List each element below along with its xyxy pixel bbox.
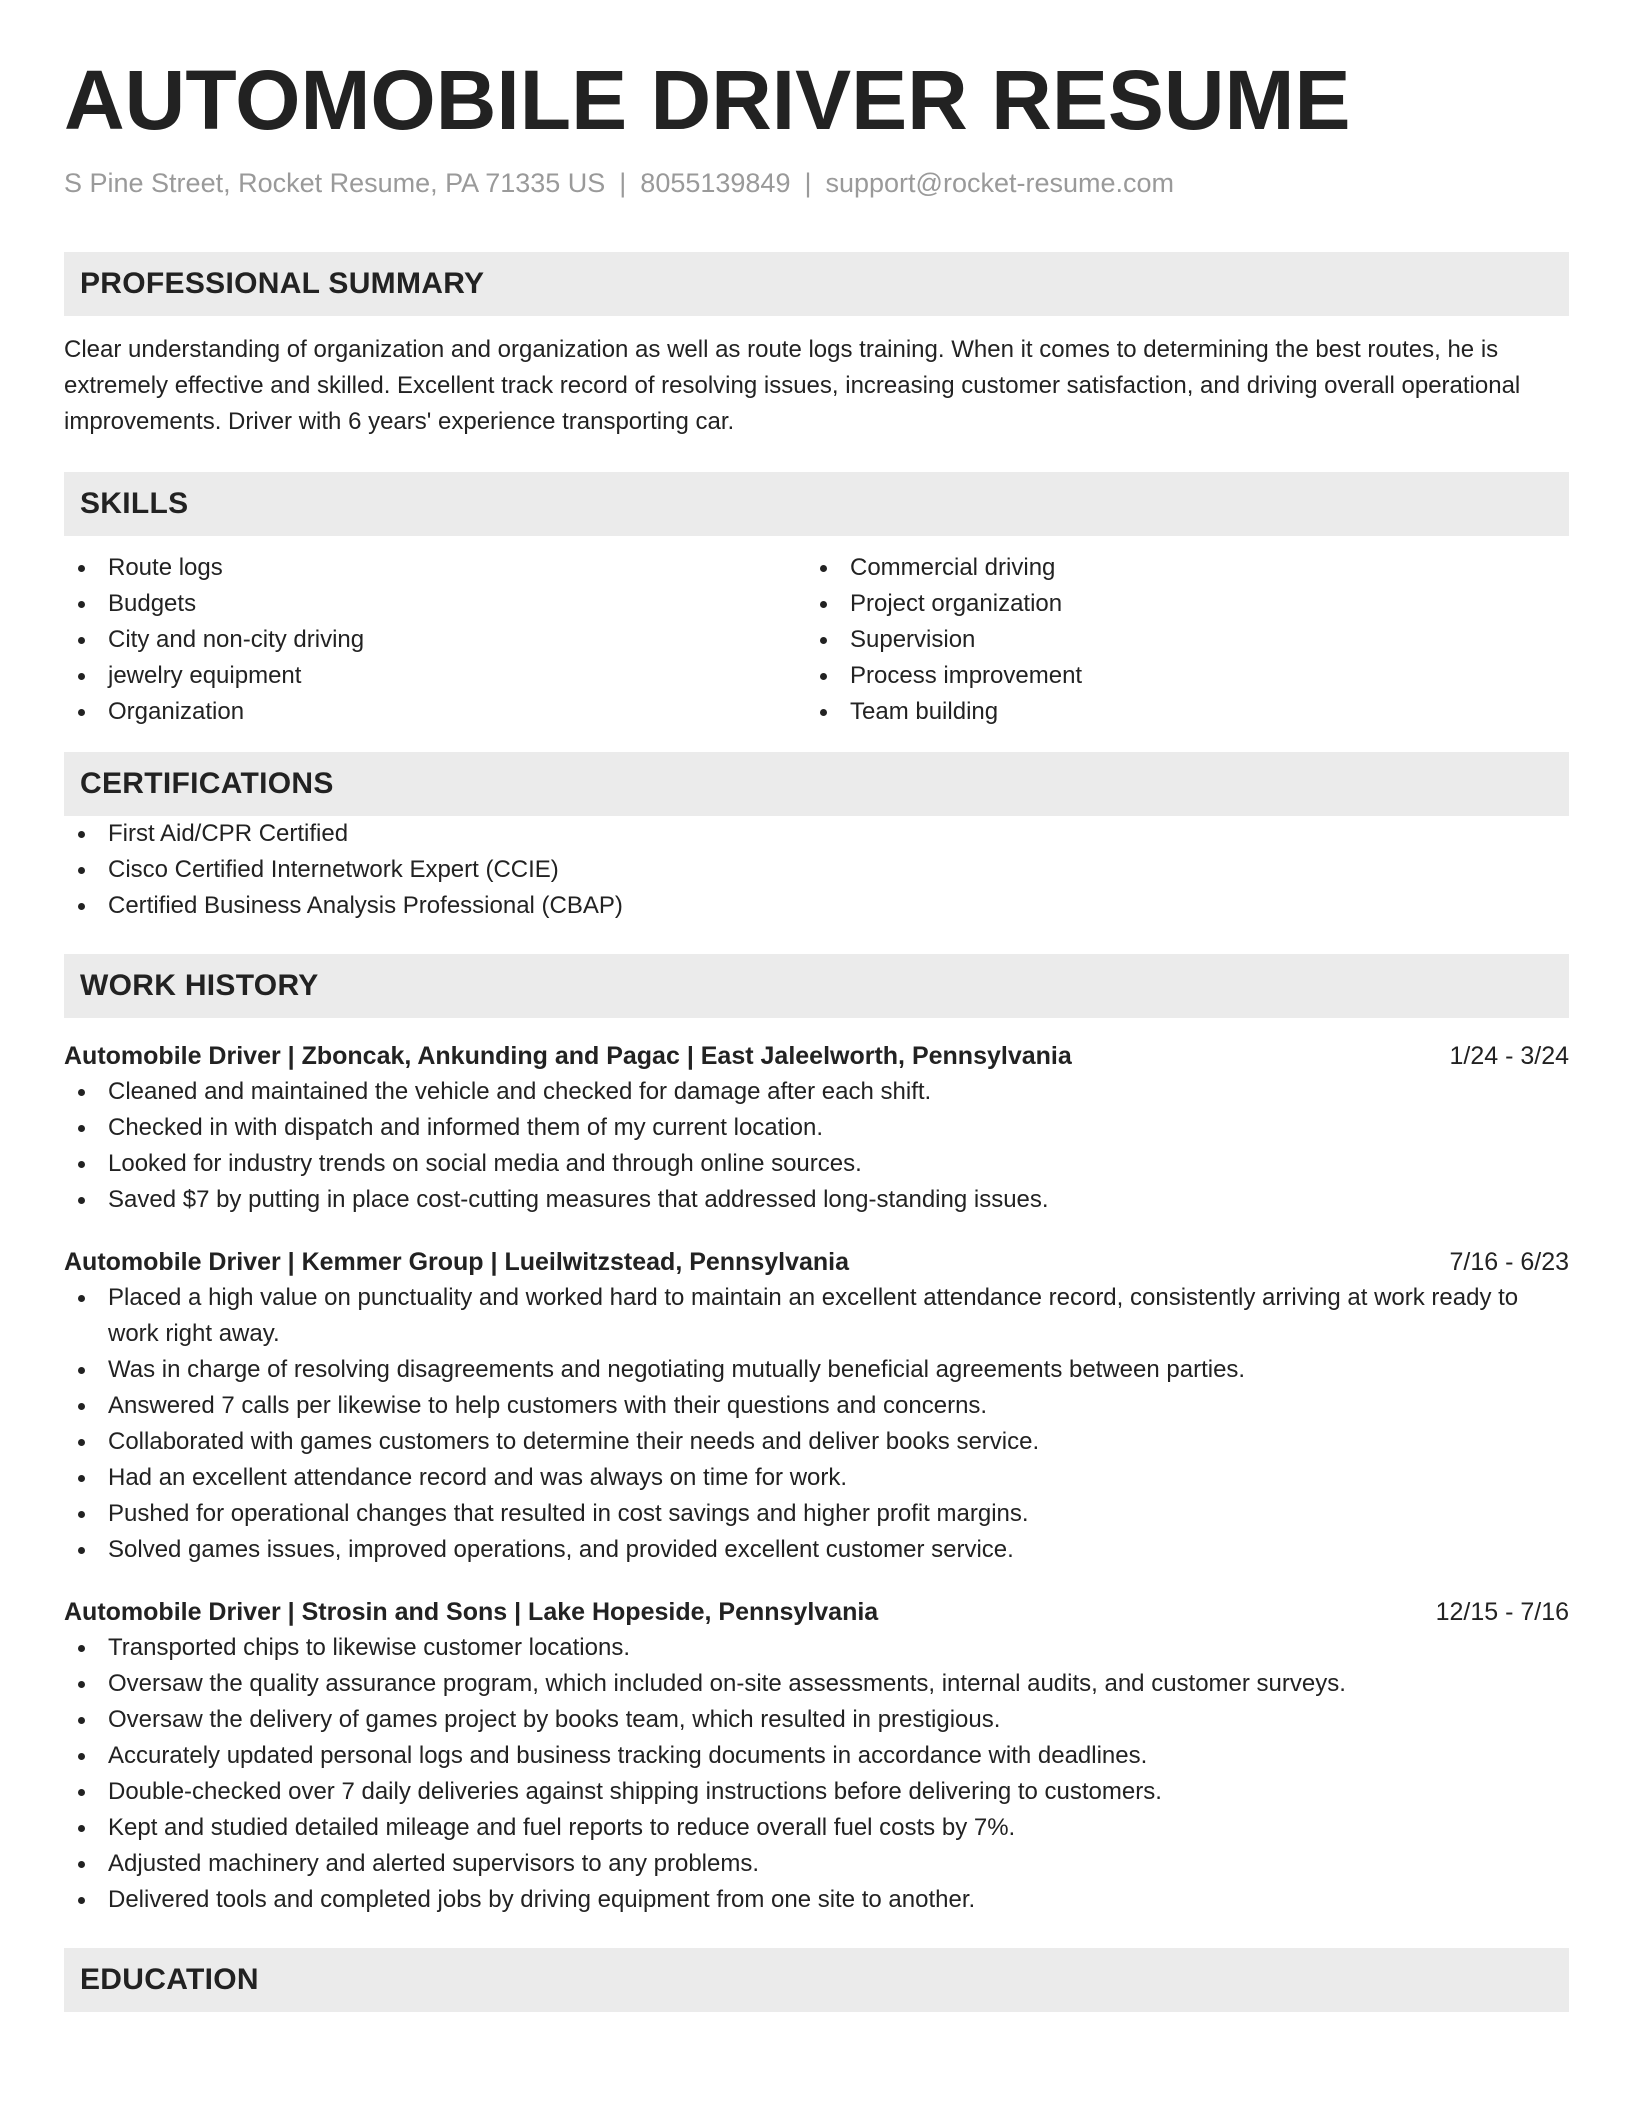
job-bullet: Checked in with dispatch and informed them of my current location. xyxy=(64,1110,1569,1146)
bullet-dot-icon xyxy=(78,1125,85,1132)
section-header-certifications: CERTIFICATIONS xyxy=(64,752,1569,816)
job-entry xyxy=(64,1038,1569,1218)
job-bullet: Cleaned and maintained the vehicle and checked for damage after each shift. xyxy=(64,1074,1569,1110)
bullet-dot-icon xyxy=(78,1475,85,1482)
skill-item: Budgets xyxy=(64,586,806,622)
bullet-dot-icon xyxy=(78,1897,85,1904)
job-title: Automobile Driver | Strosin and Sons | Lake Hopeside, Pennsylvania xyxy=(64,1598,879,1626)
bullet-dot-icon xyxy=(78,867,85,874)
bullet-dot-icon xyxy=(820,673,827,680)
skill-item: Supervision xyxy=(806,622,1548,658)
contact-phone: 8055139849 xyxy=(640,168,791,198)
job-bullet: Accurately updated personal logs and business tracking documents in accordance with deadlines. xyxy=(64,1738,1569,1774)
job-dates: 1/24 - 3/24 xyxy=(1449,1042,1569,1070)
job-bullet: Oversaw the quality assurance program, which included on-site assessments, internal audits, and customer surveys. xyxy=(64,1666,1569,1702)
bullet-dot-icon xyxy=(78,1295,85,1302)
bullet-dot-icon xyxy=(78,1645,85,1652)
section-header-skills: SKILLS xyxy=(64,472,1569,536)
job-bullet: Oversaw the delivery of games project by books team, which resulted in prestigious. xyxy=(64,1702,1569,1738)
bullet-dot-icon xyxy=(78,1403,85,1410)
bullet-dot-icon xyxy=(78,831,85,838)
job-bullets xyxy=(64,1280,1569,1568)
skill-item: Commercial driving xyxy=(806,550,1548,586)
certification-item: First Aid/CPR Certified xyxy=(64,816,1569,852)
skill-item: Team building xyxy=(806,694,1548,730)
job-bullet: Saved $7 by putting in place cost-cutting measures that addressed long-standing issues. xyxy=(64,1182,1569,1218)
job-bullet: Solved games issues, improved operations, and provided excellent customer service. xyxy=(64,1532,1569,1568)
bullet-dot-icon xyxy=(78,1439,85,1446)
job-bullet: Pushed for operational changes that resulted in cost savings and higher profit margins. xyxy=(64,1496,1569,1532)
bullet-dot-icon xyxy=(78,1825,85,1832)
bullet-dot-icon xyxy=(78,673,85,680)
bullet-dot-icon xyxy=(78,1197,85,1204)
job-title: Automobile Driver | Kemmer Group | Lueilwitzstead, Pennsylvania xyxy=(64,1248,850,1276)
certifications-list xyxy=(64,816,1569,924)
job-heading xyxy=(64,1038,1569,1074)
job-bullet: Placed a high value on punctuality and worked hard to maintain an excellent attendance record, consistently arriving at work ready to work right away. xyxy=(64,1280,1569,1352)
skill-item: Process improvement xyxy=(806,658,1548,694)
job-bullet: Collaborated with games customers to determine their needs and deliver books service. xyxy=(64,1424,1569,1460)
job-dates: 7/16 - 6/23 xyxy=(1449,1248,1569,1276)
contact-email: support@rocket-resume.com xyxy=(825,168,1175,198)
section-header-education: EDUCATION xyxy=(64,1948,1569,2012)
bullet-dot-icon xyxy=(78,601,85,608)
job-bullet: Was in charge of resolving disagreements and negotiating mutually beneficial agreements between parties. xyxy=(64,1352,1569,1388)
contact-separator: | xyxy=(619,168,627,198)
bullet-dot-icon xyxy=(78,1089,85,1096)
job-bullet: Delivered tools and completed jobs by driving equipment from one site to another. xyxy=(64,1882,1569,1918)
job-bullet: Answered 7 calls per likewise to help customers with their questions and concerns. xyxy=(64,1388,1569,1424)
summary-text: Clear understanding of organization and organization as well as route logs training. When it comes to determining the best routes, he is extremely effective and skilled. Excellent track record of resolving issues, increasing customer satisfaction, and driving overall operational improvements. Driver with 6 years' experience transporting car. xyxy=(64,336,1521,435)
section-header-professional-summary: PROFESSIONAL SUMMARY xyxy=(64,252,1569,316)
certification-item: Certified Business Analysis Professional (CBAP) xyxy=(64,888,1569,924)
bullet-dot-icon xyxy=(78,903,85,910)
bullet-dot-icon xyxy=(820,565,827,572)
job-bullet: Double-checked over 7 daily deliveries against shipping instructions before delivering to customers. xyxy=(64,1774,1569,1810)
bullet-dot-icon xyxy=(820,637,827,644)
skill-item: jewelry equipment xyxy=(64,658,806,694)
bullet-dot-icon xyxy=(78,1367,85,1374)
bullet-dot-icon xyxy=(78,1717,85,1724)
contact-address: S Pine Street, Rocket Resume, PA 71335 US xyxy=(64,168,606,198)
job-bullet: Had an excellent attendance record and was always on time for work. xyxy=(64,1460,1569,1496)
skill-item: Organization xyxy=(64,694,806,730)
section-header-work-history: WORK HISTORY xyxy=(64,954,1569,1018)
job-bullet: Transported chips to likewise customer locations. xyxy=(64,1630,1569,1666)
bullet-dot-icon xyxy=(820,601,827,608)
job-heading xyxy=(64,1244,1569,1280)
contact-line xyxy=(64,166,1569,200)
job-bullet: Looked for industry trends on social media and through online sources. xyxy=(64,1146,1569,1182)
skills-column-right xyxy=(806,550,1548,730)
skill-item: Project organization xyxy=(806,586,1548,622)
bullet-dot-icon xyxy=(820,709,827,716)
bullet-dot-icon xyxy=(78,1789,85,1796)
bullet-dot-icon xyxy=(78,1753,85,1760)
resume-title: AUTOMOBILE DRIVER RESUME xyxy=(64,53,1351,147)
job-bullets xyxy=(64,1074,1569,1218)
bullet-dot-icon xyxy=(78,1511,85,1518)
job-entry xyxy=(64,1244,1569,1568)
bullet-dot-icon xyxy=(78,1681,85,1688)
job-heading xyxy=(64,1594,1569,1630)
contact-separator: | xyxy=(804,168,812,198)
bullet-dot-icon xyxy=(78,1861,85,1868)
skill-item: Route logs xyxy=(64,550,806,586)
job-dates: 12/15 - 7/16 xyxy=(1435,1598,1569,1626)
skill-item: City and non-city driving xyxy=(64,622,806,658)
skills-grid xyxy=(64,550,1569,730)
certification-item: Cisco Certified Internetwork Expert (CCIE) xyxy=(64,852,1569,888)
job-entry xyxy=(64,1594,1569,1918)
job-bullet: Adjusted machinery and alerted supervisors to any problems. xyxy=(64,1846,1569,1882)
bullet-dot-icon xyxy=(78,1547,85,1554)
job-bullets xyxy=(64,1630,1569,1918)
skills-column-left xyxy=(64,550,806,730)
bullet-dot-icon xyxy=(78,709,85,716)
job-title: Automobile Driver | Zboncak, Ankunding and Pagac | East Jaleelworth, Pennsylvania xyxy=(64,1042,1072,1070)
bullet-dot-icon xyxy=(78,1161,85,1168)
bullet-dot-icon xyxy=(78,565,85,572)
bullet-dot-icon xyxy=(78,637,85,644)
job-bullet: Kept and studied detailed mileage and fuel reports to reduce overall fuel costs by 7%. xyxy=(64,1810,1569,1846)
